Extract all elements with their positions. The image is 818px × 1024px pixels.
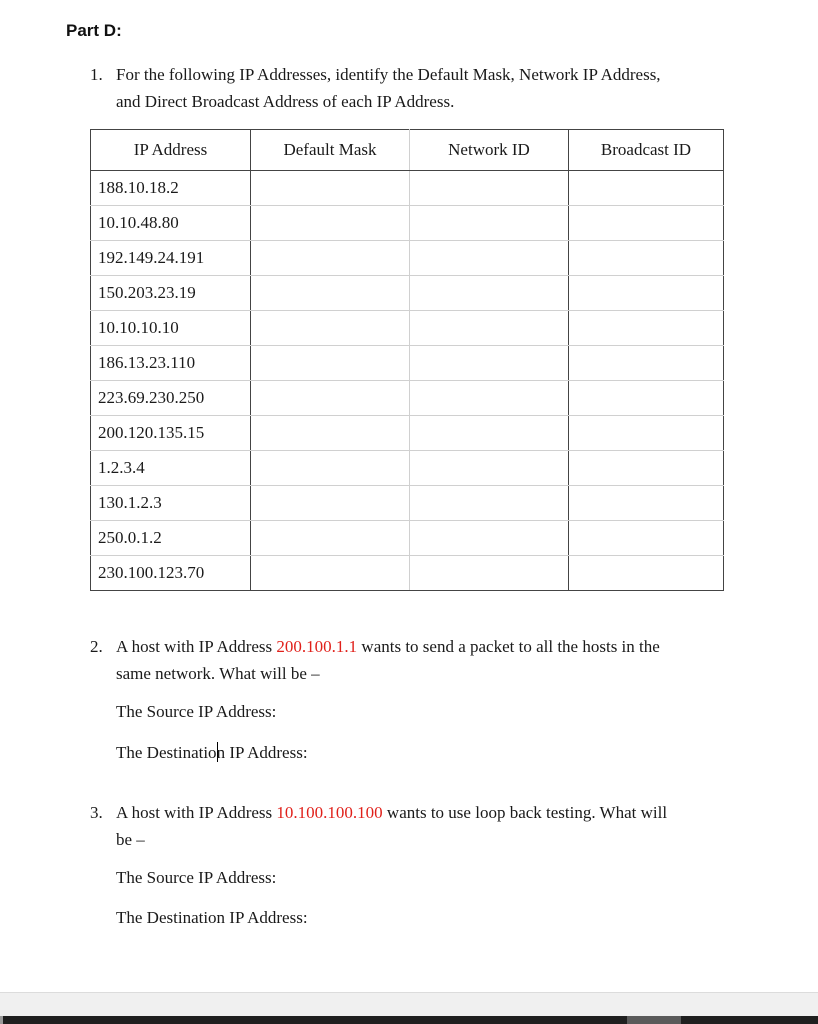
table-row xyxy=(91,171,724,206)
ip-cell: 186.13.23.110 xyxy=(91,346,251,381)
table-row xyxy=(91,276,724,311)
table-row xyxy=(91,486,724,521)
broadcast-id-cell[interactable] xyxy=(569,451,724,486)
network-id-cell[interactable] xyxy=(410,171,569,206)
default-mask-cell[interactable] xyxy=(251,346,410,381)
broadcast-id-cell[interactable] xyxy=(569,171,724,206)
ip-cell: 10.10.48.80 xyxy=(91,206,251,241)
question-3-post: wants to use loop back testing. What will xyxy=(382,803,668,822)
broadcast-id-cell[interactable] xyxy=(569,381,724,416)
broadcast-id-cell[interactable] xyxy=(569,486,724,521)
table-row xyxy=(91,311,724,346)
scrollbar-edge xyxy=(0,1016,3,1024)
network-id-cell[interactable] xyxy=(410,556,569,591)
q2-destination-label-b: n IP Address: xyxy=(216,743,308,762)
table-row xyxy=(91,451,724,486)
ip-cell: 192.149.24.191 xyxy=(91,241,251,276)
network-id-cell[interactable] xyxy=(410,416,569,451)
ip-cell: 230.100.123.70 xyxy=(91,556,251,591)
network-id-cell[interactable] xyxy=(410,521,569,556)
question-3-line-2: be – xyxy=(116,830,145,849)
q2-source-label: The Source IP Address: xyxy=(116,702,277,721)
ip-cell: 1.2.3.4 xyxy=(91,451,251,486)
table-header-row xyxy=(91,130,724,171)
network-id-cell[interactable] xyxy=(410,451,569,486)
broadcast-id-cell[interactable] xyxy=(569,521,724,556)
network-id-cell[interactable] xyxy=(410,276,569,311)
table-row xyxy=(91,521,724,556)
table-row xyxy=(91,381,724,416)
ip-cell: 250.0.1.2 xyxy=(91,521,251,556)
table-row xyxy=(91,241,724,276)
question-1-text xyxy=(116,61,750,115)
network-id-cell[interactable] xyxy=(410,241,569,276)
ip-address-table xyxy=(90,129,724,591)
broadcast-id-cell[interactable] xyxy=(569,311,724,346)
header-default-mask: Default Mask xyxy=(251,130,410,171)
question-2-number: 2. xyxy=(90,637,103,656)
question-2-ip: 200.100.1.1 xyxy=(276,637,358,656)
ip-cell: 200.120.135.15 xyxy=(91,416,251,451)
broadcast-id-cell[interactable] xyxy=(569,206,724,241)
scrollbar-thumb[interactable] xyxy=(627,1016,681,1024)
table-row xyxy=(91,206,724,241)
default-mask-cell[interactable] xyxy=(251,206,410,241)
default-mask-cell[interactable] xyxy=(251,416,410,451)
default-mask-cell[interactable] xyxy=(251,451,410,486)
part-title: Part D: xyxy=(66,21,122,40)
question-3-ip: 10.100.100.100 xyxy=(276,803,383,822)
question-2-text xyxy=(116,633,750,687)
default-mask-cell[interactable] xyxy=(251,381,410,416)
horizontal-scrollbar[interactable] xyxy=(0,1016,818,1024)
default-mask-cell[interactable] xyxy=(251,241,410,276)
broadcast-id-cell[interactable] xyxy=(569,556,724,591)
q2-destination-label[interactable] xyxy=(116,742,308,763)
default-mask-cell[interactable] xyxy=(251,276,410,311)
header-ip-address: IP Address xyxy=(91,130,251,171)
question-2-line-1 xyxy=(116,633,750,660)
question-3-pre: A host with IP Address xyxy=(116,803,277,822)
question-1-number: 1. xyxy=(90,65,103,84)
q2-destination-label-a: The Destinatio xyxy=(116,743,217,762)
q3-source-label: The Source IP Address: xyxy=(116,868,277,887)
ip-cell: 10.10.10.10 xyxy=(91,311,251,346)
question-3-text xyxy=(116,799,750,853)
network-id-cell[interactable] xyxy=(410,381,569,416)
default-mask-cell[interactable] xyxy=(251,171,410,206)
broadcast-id-cell[interactable] xyxy=(569,241,724,276)
question-1-line-2: and Direct Broadcast Address of each IP Address. xyxy=(116,92,455,111)
network-id-cell[interactable] xyxy=(410,346,569,381)
default-mask-cell[interactable] xyxy=(251,521,410,556)
broadcast-id-cell[interactable] xyxy=(569,346,724,381)
broadcast-id-cell[interactable] xyxy=(569,416,724,451)
network-id-cell[interactable] xyxy=(410,206,569,241)
question-3-number: 3. xyxy=(90,803,103,822)
network-id-cell[interactable] xyxy=(410,486,569,521)
ip-cell: 150.203.23.19 xyxy=(91,276,251,311)
network-id-cell[interactable] xyxy=(410,311,569,346)
ip-cell: 223.69.230.250 xyxy=(91,381,251,416)
header-network-id: Network ID xyxy=(410,130,569,171)
question-2-line-2: same network. What will be – xyxy=(116,664,320,683)
page-bottom-area xyxy=(0,992,818,1017)
question-3-line-1 xyxy=(116,799,750,826)
question-2-pre: A host with IP Address xyxy=(116,637,277,656)
question-1-line-1: For the following IP Addresses, identify the Default Mask, Network IP Address, xyxy=(116,65,661,84)
ip-cell: 188.10.18.2 xyxy=(91,171,251,206)
question-2-post: wants to send a packet to all the hosts in the xyxy=(357,637,660,656)
default-mask-cell[interactable] xyxy=(251,486,410,521)
default-mask-cell[interactable] xyxy=(251,311,410,346)
header-broadcast-id: Broadcast ID xyxy=(569,130,724,171)
broadcast-id-cell[interactable] xyxy=(569,276,724,311)
table-row xyxy=(91,416,724,451)
q3-destination-label: The Destination IP Address: xyxy=(116,908,308,927)
table-row xyxy=(91,346,724,381)
ip-cell: 130.1.2.3 xyxy=(91,486,251,521)
default-mask-cell[interactable] xyxy=(251,556,410,591)
table-row xyxy=(91,556,724,591)
